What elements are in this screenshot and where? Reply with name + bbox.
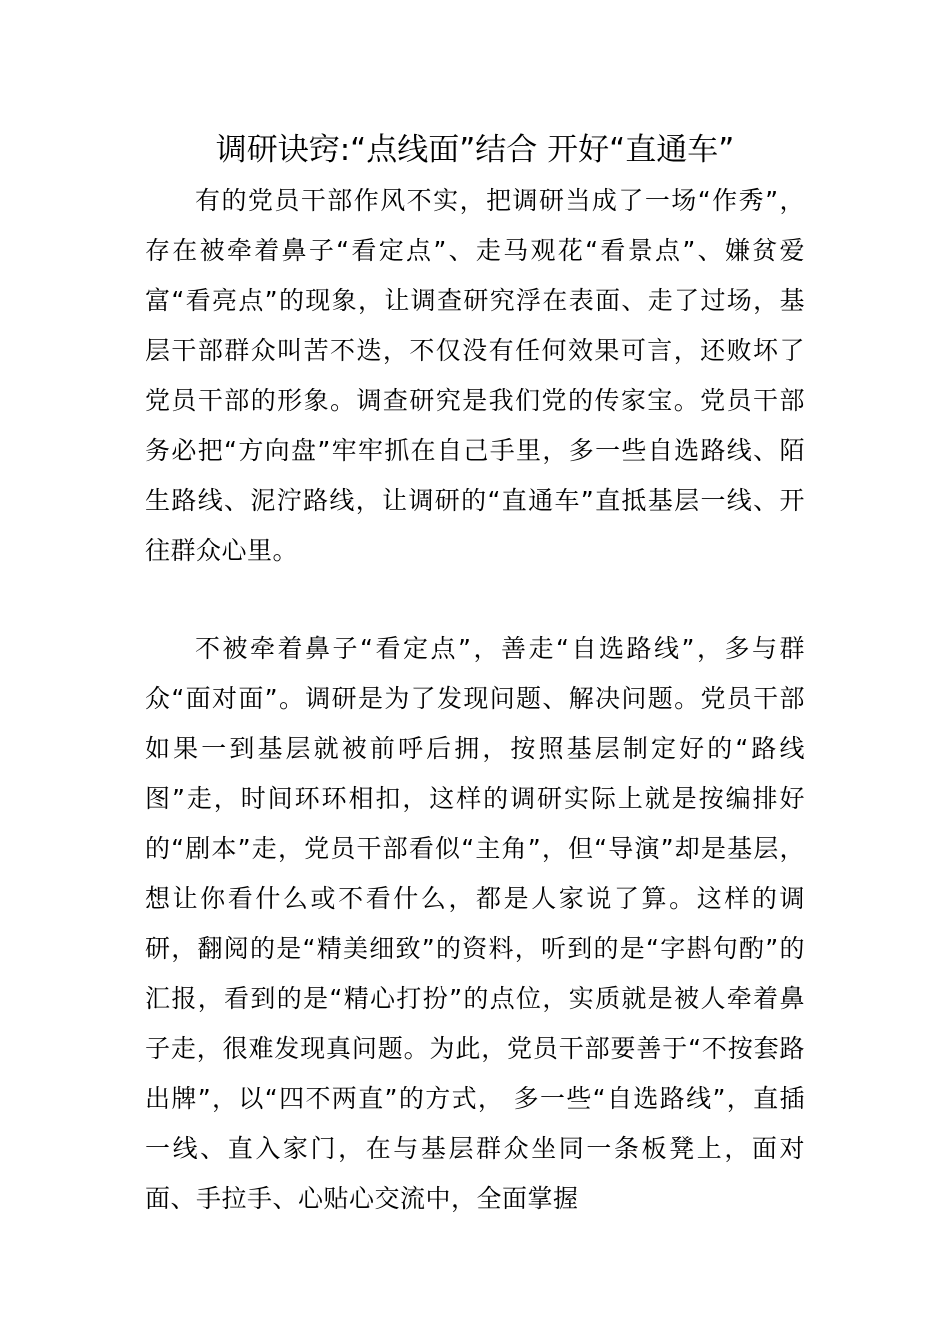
document-title: 调研诀窍:“点线面”结合 开好“直通车” [215,132,735,168]
paragraph-2: 不被牵着鼻子“看定点”，善走“自选路线”，多与群众“面对面”。调研是为了发现问题、解决问题。党员干部如果一到基层就被前呼后拥，按照基层制定好的“路线图”走，时间环环相扣，这样的调研实际上就是按编排好的“剧本”走，党员干部看似“主角”，但“导演”却是基层，想让你看什么或不看什么，都是人家说了算。这样的调研，翻阅的是“精美细致”的资料，听到的是“字斟句酌”的汇报，看到的是“精心打扮”的点位，实质就是被人牵着鼻子走，很难发现真问题。为此，党员干部要善于“不按套路出牌”，以“四不两直”的方式， 多一些“自选路线”，直插一线、直入家门，在与基层群众坐同一条板凳上，面对面、手拉手、心贴心交流中，全面掌握 [145,634,805,1213]
paragraph-1: 有的党员干部作风不实，把调研当成了一场“作秀”，存在被牵着鼻子“看定点”、走马观花“看景点”、嫌贫爱富“看亮点”的现象，让调查研究浮在表面、走了过场，基层干部群众叫苦不迭，不仅没有任何效果可言，还败坏了党员干部的形象。调查研究是我们党的传家宝。党员干部务必把“方向盘”牢牢抓在自己手里，多一些自选路线、陌生路线、泥泞路线，让调研的“直通车”直抵基层一线、开往群众心里。 [145,186,805,565]
